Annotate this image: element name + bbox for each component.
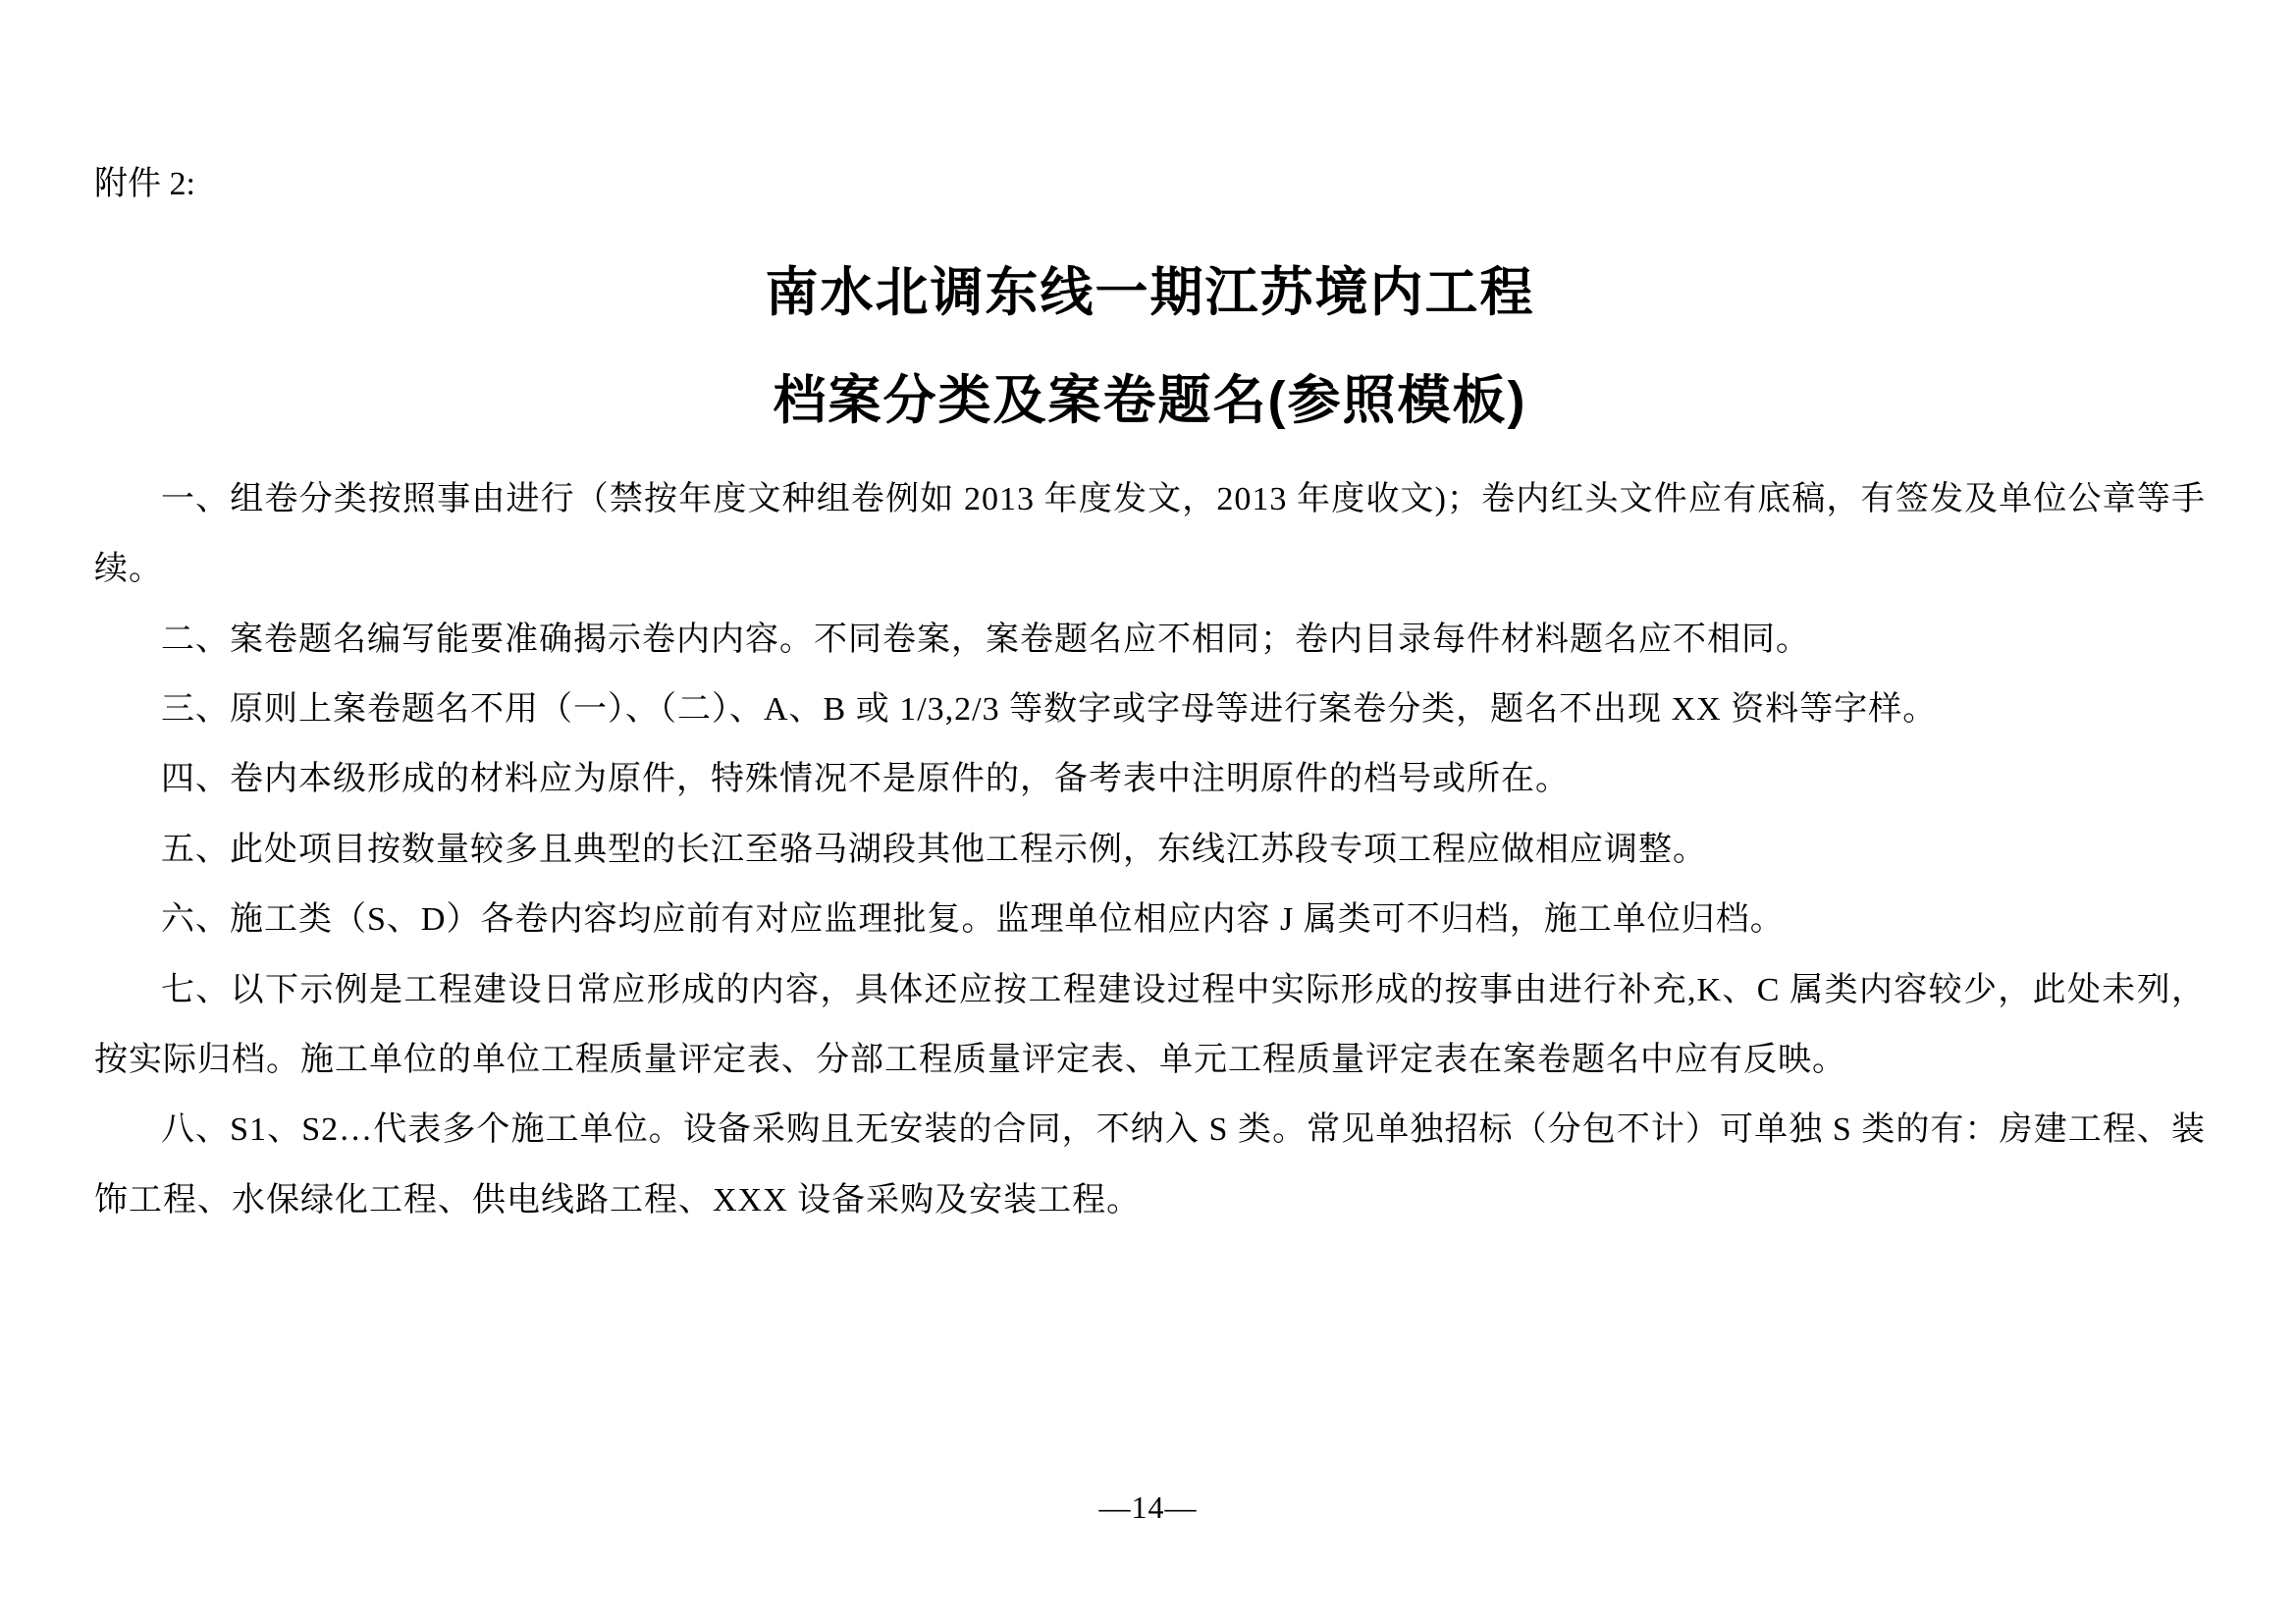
attachment-label: 附件 2:	[94, 166, 195, 202]
paragraph-8: 八、S1、S2…代表多个施工单位。设备采购且无安装的合同，不纳入 S 类。常见单独招标（分包不计）可单独 S 类的有：房建工程、装饰工程、水保绿化工程、供电线路工程、XXX 设备采购及安装工程。	[94, 1111, 2206, 1218]
paragraph-5: 五、此处项目按数量较多且典型的长江至骆马湖段其他工程示例，东线江苏段专项工程应做相应调整。	[161, 831, 1707, 868]
paragraph-4: 四、卷内本级形成的材料应为原件，特殊情况不是原件的，备考表中注明原件的档号或所在。	[161, 761, 1570, 798]
document-title-line1: 南水北调东线一期江苏境内工程	[765, 262, 1535, 322]
paragraph-7: 七、以下示例是工程建设日常应形成的内容，具体还应按工程建设过程中实际形成的按事由进行补充,K、C 属类内容较少，此处未列，按实际归档。施工单位的单位工程质量评定表、分部工程质量评定表、单元工程质量评定表在案卷题名中应有反映。	[94, 971, 2206, 1078]
paragraph-3: 三、原则上案卷题名不用（一）、（二）、A、B 或 1/3,2/3 等数字或字母等进行案卷分类，题名不出现 XX 资料等字样。	[161, 690, 1938, 728]
paragraph-2: 二、案卷题名编写能要准确揭示卷内内容。不同卷案，案卷题名应不相同；卷内目录每件材料题名应不相同。	[161, 621, 1810, 658]
document-title-line2: 档案分类及案卷题名(参照模板)	[773, 370, 1527, 430]
document-body	[94, 464, 2206, 1235]
paragraph-1: 一、组卷分类按照事由进行（禁按年度文种组卷例如 2013 年度发文，2013 年度收文)；卷内红头文件应有底稿，有签发及单位公章等手续。	[94, 480, 2206, 588]
page-number: —14—	[1098, 1489, 1198, 1525]
paragraph-6: 六、施工类（S、D）各卷内容均应前有对应监理批复。监理单位相应内容 J 属类可不归档，施工单位归档。	[161, 901, 1785, 939]
